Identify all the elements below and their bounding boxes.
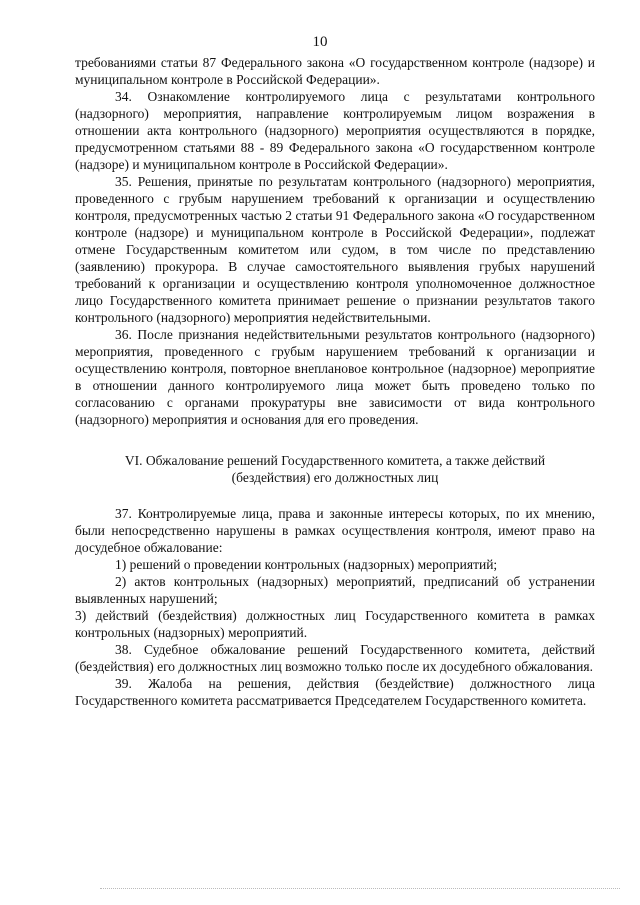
page-number: 10 xyxy=(312,34,328,50)
paragraph-38: 38. Судебное обжалование решений Государственного комитета, действий (бездействия) его должностных лиц возможно только после их досудебного обжалования. xyxy=(75,642,595,674)
section-heading xyxy=(75,452,595,486)
paragraph-36: 36. После признания недействительными результатов контрольного (надзорного) мероприятия, проведенного с грубым нарушением требований к организации и осуществлению контроля, повторное внеплановое контрольное (надзорное) мероприятие в отношении данного контролируемого лица может быть проведено только по согласованию с органами прокуратуры вне зависимости от вида контрольного (надзорного) мероприятия и основания для его проведения. xyxy=(75,327,595,427)
paragraph-37: 37. Контролируемые лица, права и законные интересы которых, по их мнению, были непосредственно нарушены в рамках осуществления контроля, имеют право на досудебное обжалование: xyxy=(75,506,595,555)
paragraph-37-item-1: 1) решений о проведении контрольных (надзорных) мероприятий; xyxy=(115,557,498,572)
paragraph-37-item-3: 3) действий (бездействия) должностных лиц Государственного комитета в рамках контрольных (надзорных) мероприятий. xyxy=(75,608,595,640)
section-heading-line-1: VI. Обжалование решений Государственного комитета, а также действий xyxy=(124,453,546,468)
paragraph-39: 39. Жалоба на решения, действия (бездействие) должностного лица Государственного комитета рассматривается Председателем Государственного комитета. xyxy=(75,676,595,708)
paragraph-35: 35. Решения, принятые по результатам контрольного (надзорного) мероприятия, проведенного с грубым нарушением требований к организации и осуществлению контроля, предусмотренных частью 2 статьи 91 Федерального закона «О государственном контроле (надзоре) и муниципальном контроле в Российской Федерации», подлежат отмене Государственным комитетом или судом, в том числе по представлению (заявлению) прокурора. В случае самостоятельного выявления грубых нарушений требований к организации и осуществлению контроля уполномоченное должностное лицо Государственного комитета принимает решение о признании результатов такого контрольного (надзорного) мероприятия недействительными. xyxy=(75,174,595,325)
section-heading-line-2: (бездействия) его должностных лиц xyxy=(231,470,439,485)
paragraph-34: 34. Ознакомление контролируемого лица с результатами контрольного (надзорного) мероприятия, направление контролируемым лицом возражения в отношении акта контрольного (надзорного) мероприятия осуществляются в порядке, предусмотренном статьями 88 - 89 Федерального закона «О государственном контроле (надзоре) и муниципальном контроле в Российской Федерации». xyxy=(75,89,595,172)
paragraph-33-continuation: требованиями статьи 87 Федерального закона «О государственном контроле (надзоре) и муниципальном контроле в Российской Федерации». xyxy=(75,55,595,87)
paragraph-37-item-2: 2) актов контрольных (надзорных) мероприятий, предписаний об устранении выявленных нарушений; xyxy=(75,574,595,606)
scan-artifact-line xyxy=(100,888,620,893)
document-body xyxy=(75,54,595,709)
